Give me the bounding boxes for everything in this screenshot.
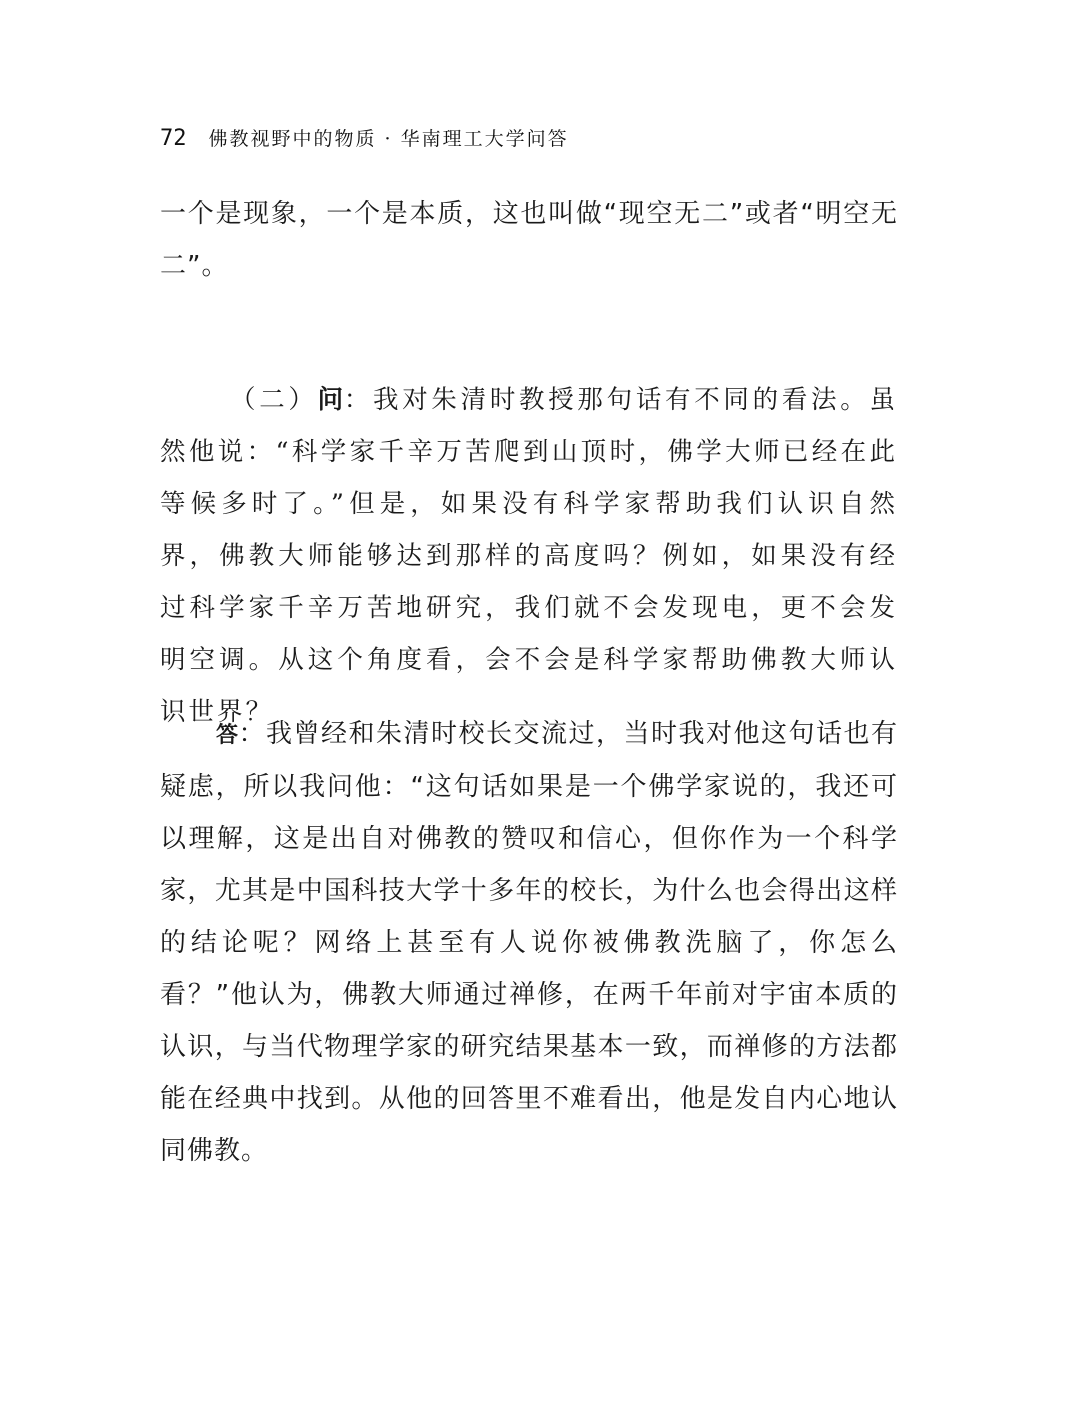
question-separator: ： — [343, 385, 374, 415]
continued-paragraph: 一个是现象，一个是本质，这也叫做“现空无二”或者“明空无二”。 — [160, 199, 898, 281]
running-title: 佛教视野中的物质 · 华南理工大学问答 — [208, 128, 569, 150]
question-prefix: （二） — [230, 385, 318, 415]
question-text: 我对朱清时教授那句话有不同的看法。虽然他说：“科学家千辛万苦爬到山顶时，佛学大师已经在此等候多时了。”但是，如果没有科学家帮助我们认识自然界，佛教大师能够达到那样的高度吗？例如，如果没有经过科学家千辛万苦地研究，我们就不会发现电，更不会发明空调。从这个角度看，会不会是科学家帮助佛教大师认识世界？ — [160, 385, 898, 727]
answer-label: 答 — [216, 722, 239, 748]
answer-paragraph — [160, 708, 898, 1177]
answer-text: 我曾经和朱清时校长交流过，当时我对他这句话也有疑虑，所以我问他：“这句话如果是一个佛学家说的，我还可以理解，这是出自对佛教的赞叹和信心，但你作为一个科学家，尤其是中国科技大学十多年的校长，为什么也会得出这样的结论呢？网络上甚至有人说你被佛教洗脑了，你怎么看？”他认为，佛教大师通过禅修，在两千年前对宇宙本质的认识，与当代物理学家的研究结果基本一致，而禅修的方法都能在经典中找到。从他的回答里不难看出，他是发自内心地认同佛教。 — [160, 719, 898, 1166]
running-head — [160, 124, 569, 154]
page-number: 72 — [160, 126, 187, 151]
question-label: 问 — [317, 385, 344, 415]
question-paragraph — [160, 374, 898, 738]
answer-separator: ： — [238, 719, 266, 749]
